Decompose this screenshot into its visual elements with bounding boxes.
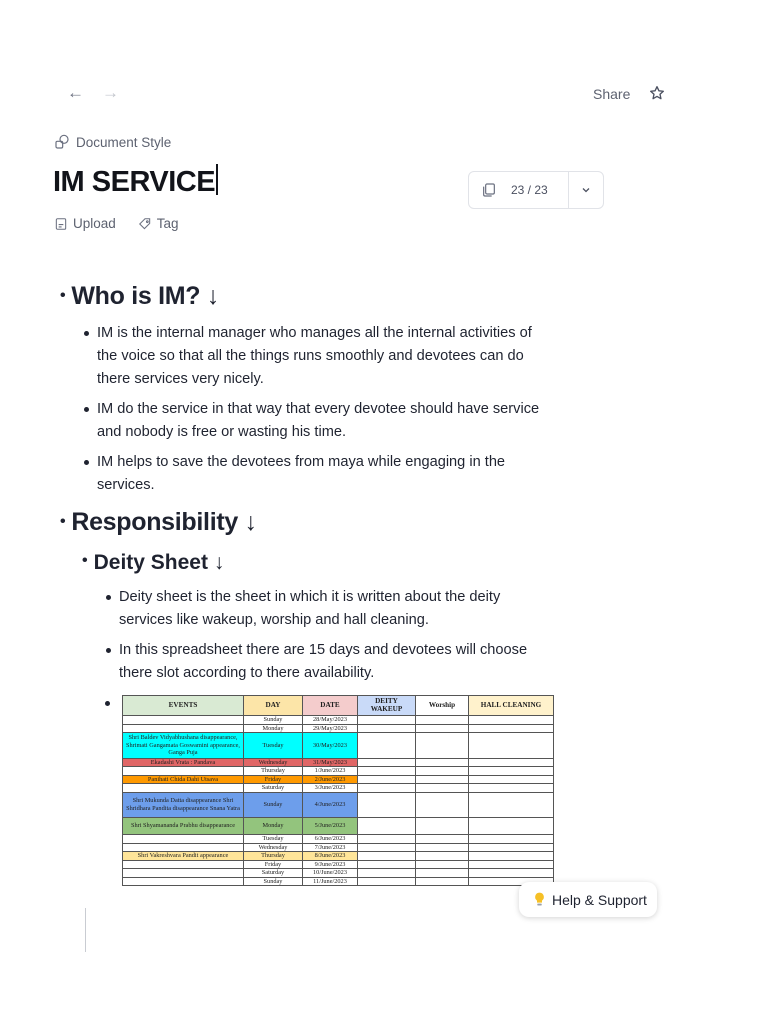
heading-deity-sheet[interactable]: • Deity Sheet ↓ — [82, 551, 225, 574]
sheet-cell-event — [123, 877, 244, 886]
sheet-cell-date: 6/June/2023 — [303, 835, 358, 844]
sheet-cell-empty — [416, 818, 469, 835]
sheet-cell-empty — [469, 733, 554, 759]
sheet-cell-date: 1/June/2023 — [303, 767, 358, 776]
sheet-cell-empty — [469, 843, 554, 852]
back-arrow-icon[interactable]: ← — [67, 83, 84, 102]
sheet-cell-event — [123, 860, 244, 869]
sheet-cell-empty — [469, 767, 554, 776]
sheet-cell-day: Monday — [244, 724, 303, 733]
sheet-header-cell: HALL CLEANING — [469, 696, 554, 716]
text-cursor — [216, 164, 218, 195]
chevron-down-icon — [580, 184, 592, 196]
sheet-header-cell: DATE — [303, 696, 358, 716]
pages-icon — [481, 182, 497, 198]
sheet-cell-empty — [416, 852, 469, 861]
sheet-cell-empty — [469, 869, 554, 878]
sheet-cell-date: 10/June/2023 — [303, 869, 358, 878]
sheet-cell-empty — [358, 716, 416, 725]
list-bullet — [105, 701, 110, 706]
sheet-cell-day: Friday — [244, 860, 303, 869]
sheet-cell-empty — [469, 716, 554, 725]
sheet-cell-empty — [416, 869, 469, 878]
sheet-cell-date: 4/June/2023 — [303, 792, 358, 818]
sheet-cell-day: Saturday — [244, 869, 303, 878]
sheet-cell-empty — [469, 835, 554, 844]
tag-icon — [138, 217, 152, 231]
sheet-cell-empty — [416, 860, 469, 869]
table-row — [123, 767, 554, 776]
sheet-header-cell: Worship — [416, 696, 469, 716]
sheet-cell-event — [123, 784, 244, 793]
sheet-cell-event — [123, 767, 244, 776]
list-item[interactable]: Deity sheet is the sheet in which it is written about the deity services like wakeup, worship and hall cleaning. — [119, 586, 500, 632]
help-support-button[interactable]: Help & Support — [519, 882, 657, 917]
palette-icon — [54, 134, 70, 150]
sheet-cell-empty — [358, 733, 416, 759]
sheet-cell-empty — [416, 767, 469, 776]
pdf-icon — [54, 217, 68, 231]
sheet-cell-event: Panihati Chida Dahi Utsava — [123, 775, 244, 784]
sheet-cell-day: Saturday — [244, 784, 303, 793]
sheet-cell-empty — [358, 724, 416, 733]
list-item[interactable]: IM is the internal manager who manages all the internal activities of the voice so that all the things runs smoothly and devotees can do there services very nicely. — [97, 322, 532, 391]
sheet-cell-event: Ekadashi Vrata : Pandava — [123, 758, 244, 767]
deity-sheet-table — [122, 695, 554, 886]
page-navigator — [468, 171, 604, 209]
sheet-cell-empty — [358, 767, 416, 776]
sheet-cell-day: Thursday — [244, 852, 303, 861]
table-row — [123, 784, 554, 793]
sheet-cell-date: 9/June/2023 — [303, 860, 358, 869]
sheet-cell-empty — [358, 758, 416, 767]
sheet-cell-day: Wednesday — [244, 758, 303, 767]
sheet-cell-empty — [416, 877, 469, 886]
table-row — [123, 860, 554, 869]
sheet-cell-empty — [358, 792, 416, 818]
sheet-cell-day: Sunday — [244, 792, 303, 818]
table-row — [123, 818, 554, 835]
table-row — [123, 877, 554, 886]
page-count: 23 / 23 — [511, 183, 548, 197]
sheet-cell-empty — [358, 784, 416, 793]
sheet-header-cell: DAY — [244, 696, 303, 716]
sheet-cell-empty — [358, 877, 416, 886]
sheet-cell-day: Thursday — [244, 767, 303, 776]
sheet-header-cell: DEITY WAKEUP — [358, 696, 416, 716]
heading-who-is-im[interactable]: • Who is IM? ↓ — [60, 282, 220, 310]
sheet-cell-empty — [469, 784, 554, 793]
table-row — [123, 835, 554, 844]
sheet-cell-empty — [416, 733, 469, 759]
sheet-cell-event: Shri Vakreshvara Pandit appearance — [123, 852, 244, 861]
scroll-indicator — [85, 908, 86, 952]
doc-meta-bar — [54, 216, 179, 231]
heading-responsibility[interactable]: • Responsibility ↓ — [60, 508, 257, 536]
sheet-cell-empty — [416, 792, 469, 818]
sheet-cell-empty — [469, 792, 554, 818]
page-title[interactable]: IM SERVICE — [53, 164, 218, 199]
sheet-cell-day: Sunday — [244, 716, 303, 725]
upload-button[interactable]: Upload — [54, 216, 116, 231]
sheet-cell-date: 11/June/2023 — [303, 877, 358, 886]
sheet-cell-date: 31/May/2023 — [303, 758, 358, 767]
list-item[interactable]: IM do the service in that way that every devotee should have service and nobody is free or wasting his time. — [97, 398, 539, 444]
sheet-cell-event — [123, 835, 244, 844]
table-row — [123, 852, 554, 861]
sheet-cell-date: 8/June/2023 — [303, 852, 358, 861]
sheet-cell-event — [123, 716, 244, 725]
sheet-cell-empty — [469, 852, 554, 861]
sheet-cell-empty — [416, 843, 469, 852]
document-style-label: Document Style — [76, 134, 172, 150]
sheet-cell-empty — [416, 835, 469, 844]
sheet-cell-date: 30/May/2023 — [303, 733, 358, 759]
sheet-cell-date: 5/June/2023 — [303, 818, 358, 835]
sheet-cell-empty — [358, 852, 416, 861]
sheet-cell-day: Tuesday — [244, 835, 303, 844]
table-row — [123, 724, 554, 733]
table-row — [123, 733, 554, 759]
sheet-cell-day: Sunday — [244, 877, 303, 886]
sheet-cell-empty — [469, 818, 554, 835]
pager-dropdown-button[interactable] — [568, 172, 603, 208]
sheet-cell-date: 28/May/2023 — [303, 716, 358, 725]
deity-sheet-image[interactable] — [122, 695, 554, 906]
sheet-cell-empty — [358, 843, 416, 852]
sheet-cell-day: Monday — [244, 818, 303, 835]
share-button[interactable]: Share — [593, 86, 631, 102]
sheet-cell-date: 3/June/2023 — [303, 784, 358, 793]
sheet-cell-empty — [358, 860, 416, 869]
list-item[interactable]: In this spreadsheet there are 15 days and devotees will choose there slot according to there availability. — [119, 639, 527, 685]
sheet-cell-empty — [358, 835, 416, 844]
star-icon[interactable] — [649, 85, 665, 101]
sheet-cell-event — [123, 724, 244, 733]
table-row — [123, 843, 554, 852]
sheet-cell-empty — [469, 860, 554, 869]
lightbulb-icon — [533, 892, 546, 907]
sheet-cell-event: Shri Shyamananda Prabhu disappearance — [123, 818, 244, 835]
sheet-cell-event — [123, 869, 244, 878]
tag-button[interactable]: Tag — [138, 216, 179, 231]
sheet-cell-date: 2/June/2023 — [303, 775, 358, 784]
sheet-cell-day: Tuesday — [244, 733, 303, 759]
sheet-cell-empty — [416, 724, 469, 733]
sheet-cell-empty — [469, 724, 554, 733]
table-row — [123, 758, 554, 767]
sheet-cell-empty — [416, 784, 469, 793]
page-count-button[interactable] — [469, 172, 568, 208]
sheet-cell-empty — [469, 775, 554, 784]
sheet-cell-event — [123, 843, 244, 852]
sheet-cell-day: Wednesday — [244, 843, 303, 852]
sheet-cell-empty — [416, 758, 469, 767]
table-row — [123, 716, 554, 725]
list-item[interactable]: IM helps to save the devotees from maya while engaging in the services. — [97, 451, 505, 497]
sheet-cell-day: Friday — [244, 775, 303, 784]
sheet-cell-event: Shri Mukunda Datta disappearance Shri Shridhara Pandita disappearance Snana Yatra — [123, 792, 244, 818]
sheet-cell-empty — [358, 869, 416, 878]
table-row — [123, 869, 554, 878]
sheet-cell-date: 29/May/2023 — [303, 724, 358, 733]
sheet-cell-empty — [416, 775, 469, 784]
sheet-cell-empty — [358, 775, 416, 784]
sheet-cell-event: Shri Baldev Vidyabhushana disappearance, Shrimati Gangamata Goswamini appearance, Ganga Puja — [123, 733, 244, 759]
sheet-cell-date: 7/June/2023 — [303, 843, 358, 852]
sheet-cell-empty — [469, 758, 554, 767]
document-style-button[interactable] — [54, 134, 171, 150]
table-row — [123, 775, 554, 784]
sheet-cell-empty — [358, 818, 416, 835]
sheet-cell-empty — [416, 716, 469, 725]
forward-arrow-icon[interactable]: → — [102, 83, 119, 102]
sheet-header-cell: EVENTS — [123, 696, 244, 716]
table-row — [123, 792, 554, 818]
